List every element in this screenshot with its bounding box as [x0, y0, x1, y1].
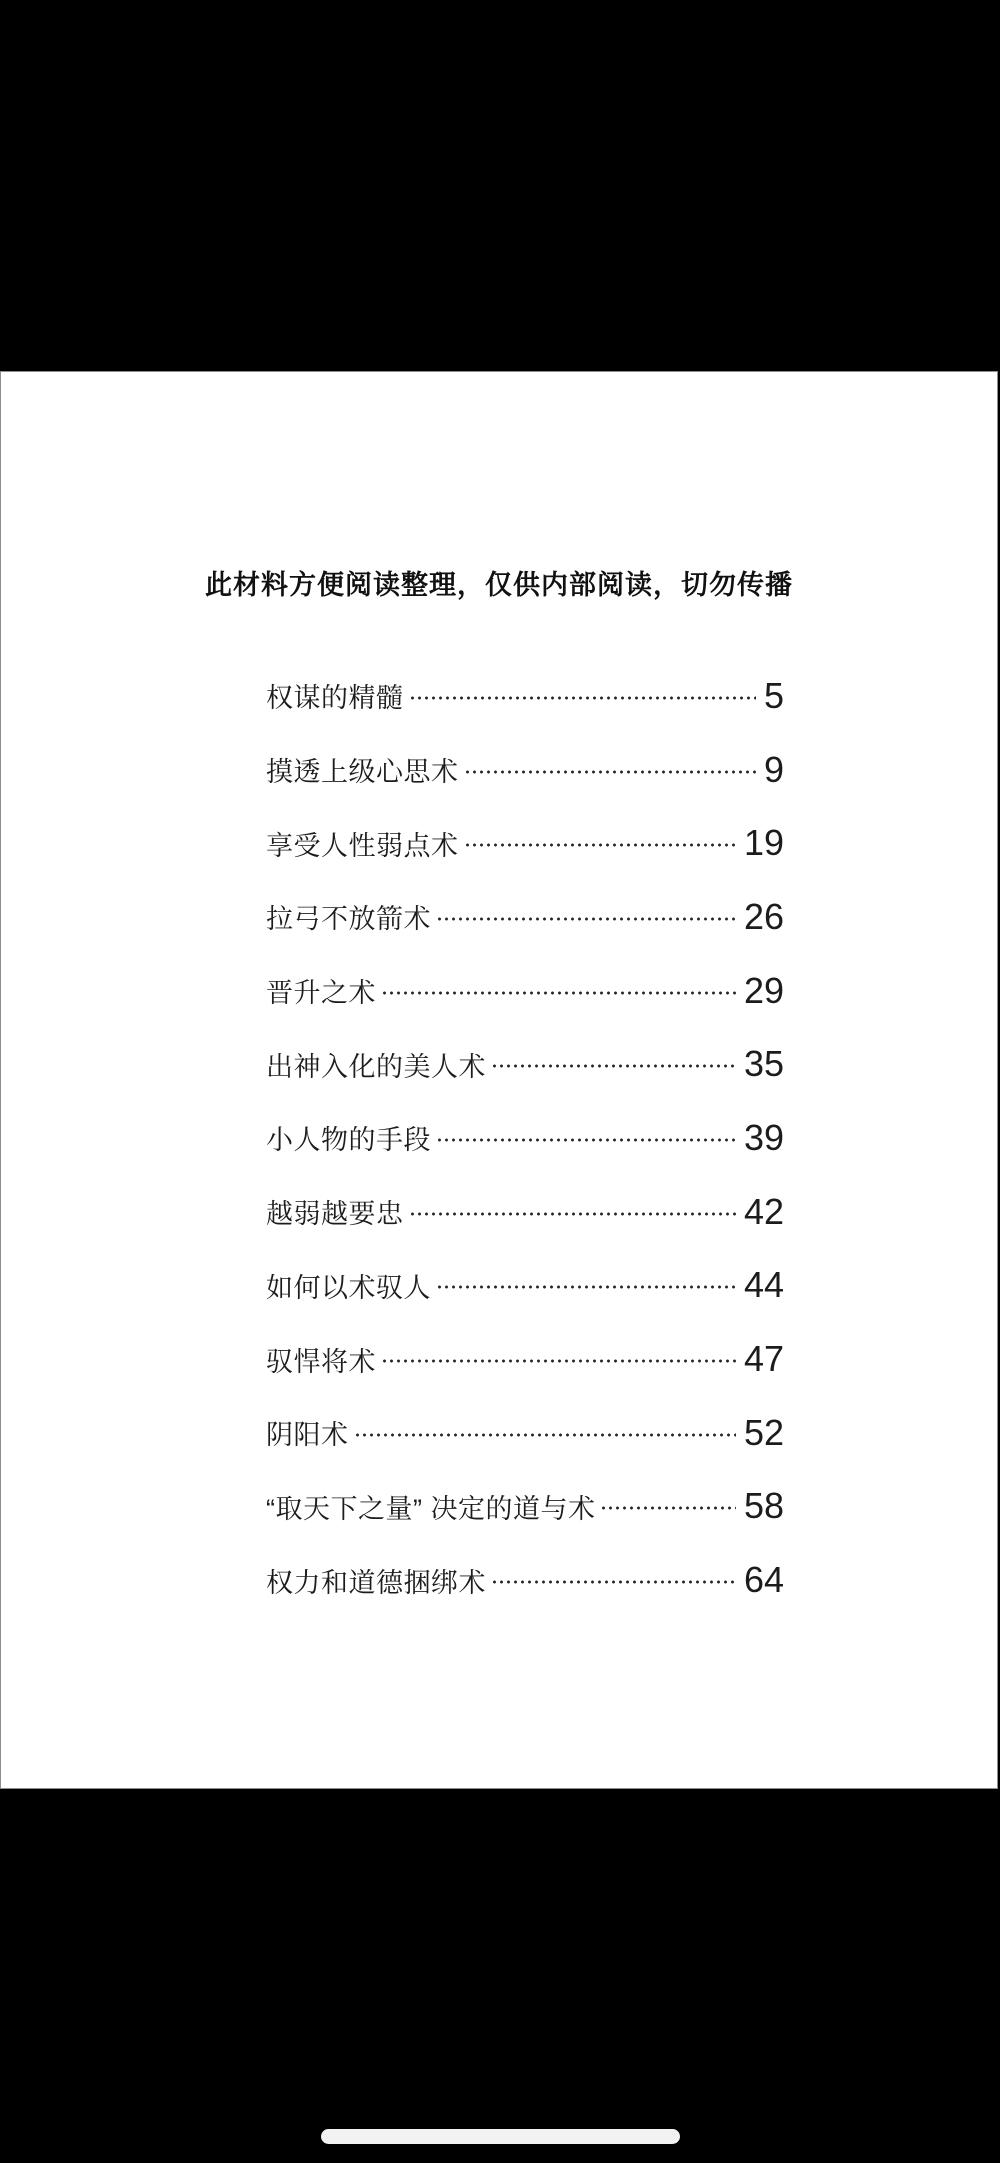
toc-entry[interactable] — [266, 659, 784, 733]
toc-entry-page-number: 29 — [743, 969, 784, 1011]
toc-entry[interactable] — [266, 1322, 784, 1396]
toc-leader-dots — [409, 1210, 736, 1218]
toc-entry[interactable] — [266, 1101, 784, 1175]
toc-entry[interactable] — [266, 806, 784, 880]
toc-entry[interactable] — [266, 733, 784, 807]
toc-leader-dots — [464, 768, 756, 776]
toc-entry-title: 小人物的手段 — [266, 1125, 431, 1156]
toc-entry[interactable] — [266, 1027, 784, 1101]
toc-leader-dots — [436, 1136, 736, 1144]
toc-entry-page-number: 26 — [743, 895, 784, 937]
toc-entry-page-number: 39 — [743, 1116, 784, 1158]
toc-entry-title: 权谋的精髓 — [266, 683, 404, 714]
toc-entry-page-number: 9 — [763, 748, 784, 790]
toc-leader-dots — [381, 989, 736, 997]
toc-entry-title: 拉弓不放箭术 — [266, 904, 431, 935]
toc-entry[interactable] — [266, 1543, 784, 1617]
toc-entry-page-number: 19 — [743, 822, 784, 864]
notice-text: 此材料方便阅读整理，仅供内部阅读，切勿传播 — [205, 570, 793, 600]
toc-entry[interactable] — [266, 1470, 784, 1544]
toc-entry-page-number: 52 — [743, 1411, 784, 1453]
toc-leader-dots — [381, 1357, 736, 1365]
toc-entry-title: 阴阳术 — [266, 1420, 349, 1451]
toc-entry-page-number: 47 — [743, 1338, 784, 1380]
toc-entry[interactable] — [266, 954, 784, 1028]
toc-entry-page-number: 35 — [743, 1043, 784, 1085]
toc-entry-title: 如何以术驭人 — [266, 1272, 431, 1303]
toc-entry-title: 享受人性弱点术 — [266, 830, 459, 861]
toc-leader-dots — [491, 1578, 736, 1586]
toc-entry-page-number: 58 — [743, 1485, 784, 1527]
toc-entry-title: 越弱越要忠 — [266, 1199, 404, 1230]
toc-leader-dots — [464, 841, 736, 849]
toc-entry[interactable] — [266, 1396, 784, 1470]
toc-entry-title: “取天下之量” 决定的道与术 — [266, 1493, 596, 1524]
toc-entry-title: 出神入化的美人术 — [266, 1051, 486, 1082]
toc-entry-title: 驭悍将术 — [266, 1346, 376, 1377]
toc-list — [266, 659, 784, 1617]
toc-entry-title: 晋升之术 — [266, 978, 376, 1009]
toc-entry-page-number: 64 — [743, 1559, 784, 1601]
toc-entry-page-number: 5 — [763, 674, 784, 716]
toc-entry-page-number: 42 — [743, 1190, 784, 1232]
toc-leader-dots — [600, 1504, 735, 1512]
toc-entry[interactable] — [266, 1249, 784, 1323]
toc-leader-dots — [436, 915, 736, 923]
toc-leader-dots — [409, 694, 756, 702]
toc-entry[interactable] — [266, 1175, 784, 1249]
toc-entry-title: 权力和道德捆绑术 — [266, 1567, 486, 1598]
toc-leader-dots — [491, 1062, 736, 1070]
toc-entry-page-number: 44 — [743, 1264, 784, 1306]
toc-leader-dots — [436, 1283, 736, 1291]
home-indicator[interactable] — [321, 2129, 680, 2144]
toc-entry-title: 摸透上级心思术 — [266, 757, 459, 788]
toc-leader-dots — [354, 1431, 736, 1439]
document-page — [0, 371, 998, 1789]
toc-entry[interactable] — [266, 880, 784, 954]
